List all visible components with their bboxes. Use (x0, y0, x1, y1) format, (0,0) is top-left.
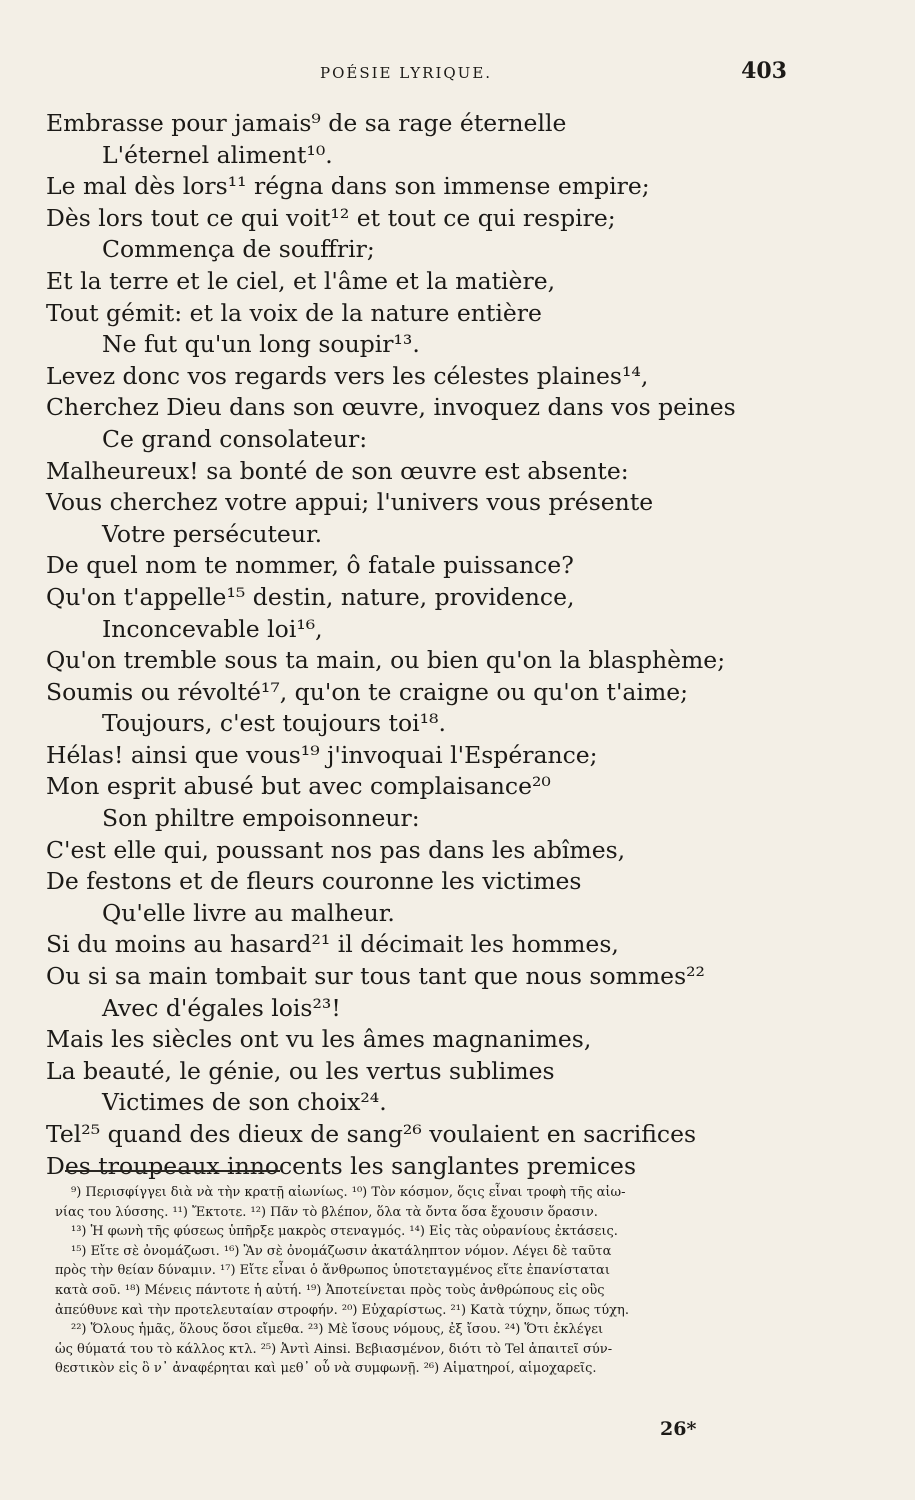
poem-line: Ou si sa main tombait sur tous tant que nous sommes²² (46, 962, 705, 991)
poem-line: Embrasse pour jamais⁹ de sa rage éternelle (46, 109, 567, 137)
running-head: POÉSIE LYRIQUE. (320, 64, 493, 82)
page-header (0, 58, 915, 88)
footnotes (55, 1183, 815, 1379)
footnote-line: ¹⁵) Εἴτε σὲ ὀνομάζωσι. ¹⁶) Ἂν σὲ ὀνομάζωσιν ἀκατάληπτον νόμον. Λέγει δὲ ταῦτα (71, 1243, 612, 1259)
poem-line: De quel nom te nommer, ô fatale puissance? (46, 551, 574, 580)
poem-line: Levez donc vos regards vers les célestes plaines¹⁴, (46, 361, 649, 390)
poem-line: Et la terre et le ciel, et l'âme et la matière, (46, 266, 556, 295)
poem-line: Ne fut qu'un long soupir¹³. (102, 330, 420, 359)
poem-line: De festons et de fleurs couronne les victimes (46, 867, 582, 896)
page-number: 403 (741, 58, 787, 84)
footnote-line: νίας του λύσσης. ¹¹) Ἔκτοτε. ¹²) Πᾶν τὸ βλέπον, ὅλα τὰ ὄντα ὅσα ἔχουσιν ὅρασιν. (55, 1204, 598, 1220)
poem-line: Son philtre empoisonneur: (102, 804, 420, 833)
poem-line: Soumis ou révolté¹⁷, qu'on te craigne ou qu'on t'aime; (46, 677, 689, 706)
poem-line: C'est elle qui, poussant nos pas dans les abîmes, (46, 835, 626, 864)
poem-line: Des troupeaux innocents les sanglantes premices (46, 1151, 637, 1180)
signature-mark: 26* (660, 1418, 697, 1440)
poem-line: Malheureux! sa bonté de son œuvre est absente: (46, 456, 629, 485)
poem-line: Avec d'égales lois²³! (102, 993, 341, 1022)
poem-body (46, 108, 766, 1182)
poem-line: Inconcevable loi¹⁶, (102, 614, 323, 643)
poem-line: Ce grand consolateur: (102, 424, 368, 453)
poem-line: Hélas! ainsi que vous¹⁹ j'invoquai l'Espérance; (46, 740, 598, 769)
poem-line: Votre persécuteur. (102, 519, 323, 548)
footnote-rule (65, 1170, 280, 1172)
footnote-line: θεστικὸν εἰς ὃ ν᾽ ἀναφέρηται καὶ μεθ᾽ οὗ νὰ συμφωνῇ. ²⁶) Αἱματηροί, αἱμοχαρεῖς. (55, 1361, 597, 1377)
poem-line: Si du moins au hasard²¹ il décimait les hommes, (46, 930, 619, 959)
poem-line: Qu'elle livre au malheur. (102, 898, 395, 927)
poem-line: Mon esprit abusé but avec complaisance²⁰ (46, 772, 551, 801)
poem-line: Qu'on tremble sous ta main, ou bien qu'on la blasphème; (46, 646, 726, 675)
footnote-line: ¹³) Ἡ φωνὴ τῆς φύσεως ὑπῆρξε μακρὸς στεναγμός. ¹⁴) Εἰς τὰς οὐρανίους ἐκτάσεις. (71, 1224, 618, 1240)
poem-line: Tel²⁵ quand des dieux de sang²⁶ voulaient en sacrifices (46, 1120, 697, 1148)
footnote-line: κατὰ σοῦ. ¹⁸) Μένεις πάντοτε ἡ αὐτή. ¹⁹) Ἀποτείνεται πρὸς τοὺς ἀνθρώπους εἰς οὓς (55, 1282, 605, 1298)
poem-line: Cherchez Dieu dans son œuvre, invoquez dans vos peines (46, 393, 736, 422)
footnote-line: ἀπεύθυνε καὶ τὴν προτελευταίαν στροφήν. ²⁰) Εὐχαρίστως. ²¹) Κατὰ τύχην, ὅπως τύχη. (55, 1302, 629, 1318)
footnote-line: ⁹) Περισφίγγει διὰ νὰ τὴν κρατῇ αἰωνίως. ¹⁰) Τὸν κόσμον, ὅςις εἶναι τροφὴ τῆς αἰω- (71, 1185, 626, 1200)
poem-line: Tout gémit: et la voix de la nature entière (46, 298, 542, 327)
poem-line: Toujours, c'est toujours toi¹⁸. (102, 709, 446, 738)
footnote-line: ὡς θύματά του τὸ κάλλος κτλ. ²⁵) Ἀντὶ Ainsi. Βεβιασμένον, διότι τὸ Tel ἀπαιτεῖ σύν- (55, 1341, 613, 1357)
footnote-line: ²²) Ὅλους ἡμᾶς, ὅλους ὅσοι εἴμεθα. ²³) Μὲ ἴσους νόμους, ἐξ ἴσου. ²⁴) Ὅτι ἐκλέγει (71, 1322, 604, 1338)
footnote-line: πρὸς τὴν θείαν δύναμιν. ¹⁷) Εἴτε εἶναι ὁ ἄνθρωπος ὑποτεταγμένος εἴτε ἐπανίσταται (55, 1263, 610, 1279)
poem-line: L'éternel aliment¹⁰. (102, 140, 333, 169)
poem-line: Le mal dès lors¹¹ régna dans son immense empire; (46, 172, 650, 201)
poem-line: Mais les siècles ont vu les âmes magnanimes, (46, 1025, 592, 1054)
poem-line: Commença de souffrir; (102, 235, 375, 264)
poem-line: Qu'on t'appelle¹⁵ destin, nature, providence, (46, 582, 575, 611)
poem-line: Dès lors tout ce qui voit¹² et tout ce qui respire; (46, 203, 616, 232)
poem-line: La beauté, le génie, ou les vertus sublimes (46, 1056, 555, 1085)
poem-line: Vous cherchez votre appui; l'univers vous présente (46, 488, 654, 517)
poem-line: Victimes de son choix²⁴. (102, 1088, 387, 1117)
